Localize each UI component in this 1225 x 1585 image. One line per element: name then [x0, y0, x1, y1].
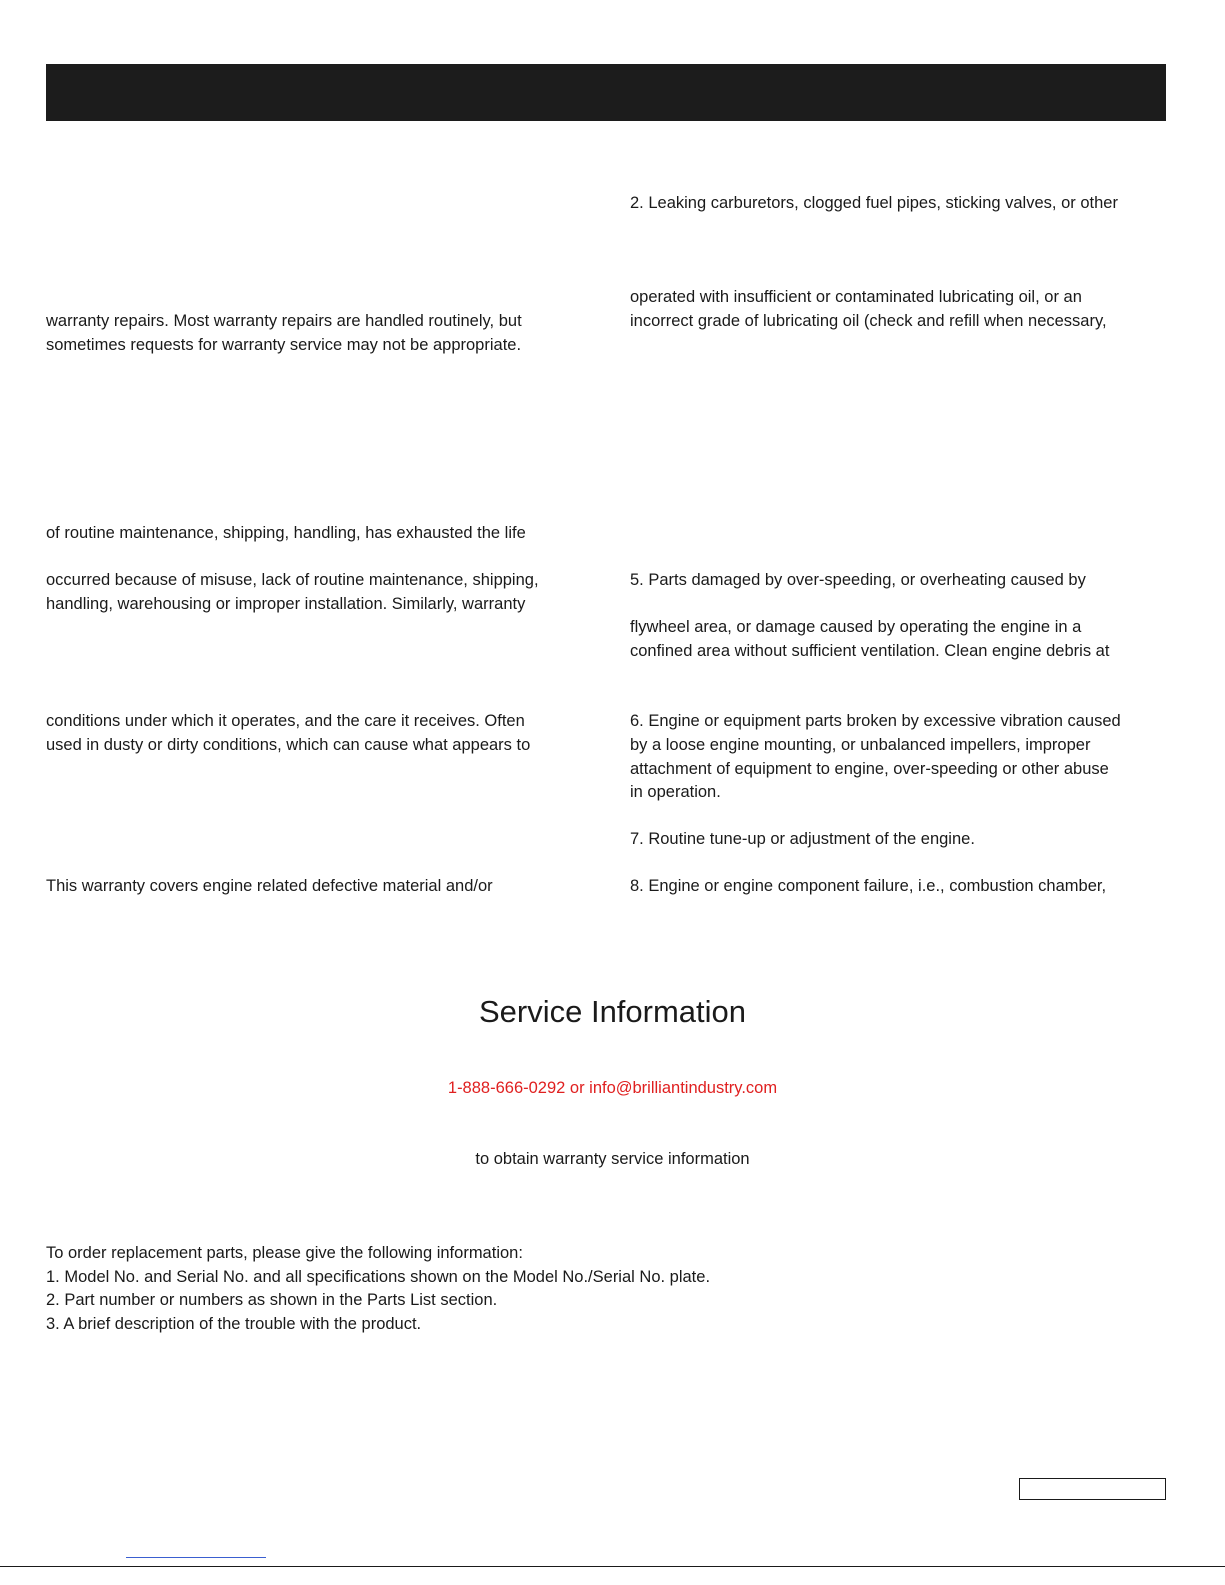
warranty-left-line: sometimes requests for warranty service may not be appropriate. [46, 336, 522, 354]
service-information-title: Service Information [478, 994, 747, 1029]
service-obtain-text: to obtain warranty service information [475, 1150, 750, 1168]
order-info-line: To order replacement parts, please give the following information: [46, 1244, 523, 1262]
warranty-right-line: operated with insufficient or contaminated lubricating oil, or an [630, 288, 1082, 306]
order-info-line: 3. A brief description of the trouble with the product. [46, 1315, 422, 1333]
warranty-right-line: in operation. [630, 783, 721, 801]
service-contact[interactable]: 1-888-666-0292 or info@brilliantindustry.com [447, 1079, 778, 1097]
warranty-right-line: 5. Parts damaged by over-speeding, or overheating caused by [630, 571, 1086, 589]
warranty-left-line: of routine maintenance, shipping, handling, has exhausted the life [46, 524, 526, 542]
order-info-line: 2. Part number or numbers as shown in the Parts List section. [46, 1291, 498, 1309]
order-info-line: 1. Model No. and Serial No. and all specifications shown on the Model No./Serial No. plate. [46, 1268, 711, 1286]
warranty-left-line: used in dusty or dirty conditions, which can cause what appears to [46, 736, 531, 754]
warranty-right-line: confined area without sufficient ventilation. Clean engine debris at [630, 642, 1110, 660]
warranty-left-line: occurred because of misuse, lack of routine maintenance, shipping, [46, 571, 539, 589]
warranty-right-line: 8. Engine or engine component failure, i.e., combustion chamber, [630, 877, 1107, 895]
footer-rule [0, 1566, 1225, 1567]
warranty-right-line: attachment of equipment to engine, over-speeding or other abuse [630, 760, 1109, 778]
warranty-right-line: incorrect grade of lubricating oil (check and refill when necessary, [630, 312, 1107, 330]
page-number-box [1019, 1478, 1166, 1500]
warranty-left-line: conditions under which it operates, and the care it receives. Often [46, 712, 525, 730]
warranty-right-line: flywheel area, or damage caused by operating the engine in a [630, 618, 1082, 636]
footer-link-underline [126, 1557, 266, 1558]
warranty-left-line: handling, warehousing or improper installation. Similarly, warranty [46, 595, 526, 613]
warranty-right-line: 6. Engine or equipment parts broken by excessive vibration caused [630, 712, 1121, 730]
warranty-left-line: This warranty covers engine related defective material and/or [46, 877, 493, 895]
header-bar [46, 64, 1166, 121]
warranty-right-line: 2. Leaking carburetors, clogged fuel pipes, sticking valves, or other [630, 194, 1118, 212]
warranty-left-line: warranty repairs. Most warranty repairs are handled routinely, but [46, 312, 522, 330]
warranty-right-line: by a loose engine mounting, or unbalanced impellers, improper [630, 736, 1091, 754]
warranty-right-line: 7. Routine tune-up or adjustment of the engine. [630, 830, 975, 848]
